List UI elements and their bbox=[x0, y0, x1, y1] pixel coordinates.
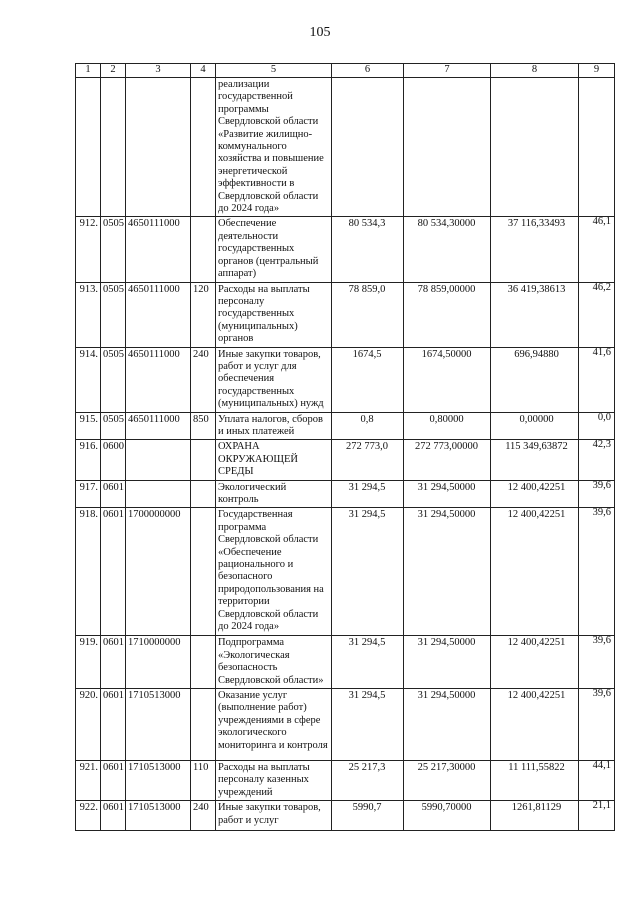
table-row bbox=[76, 412, 615, 440]
item-name: Оказание услуг (выполнение работ) учреждениями в сфере экологического мониторинга и контроля bbox=[216, 689, 332, 761]
percent-executed bbox=[579, 78, 615, 217]
approved-amount: 0,8 bbox=[332, 412, 404, 440]
table-row bbox=[76, 508, 615, 636]
row-number: 920. bbox=[76, 689, 101, 761]
item-name: Экологический контроль bbox=[216, 480, 332, 508]
percent-value: 44,1 bbox=[592, 760, 611, 772]
section-code bbox=[101, 78, 126, 217]
percent-executed bbox=[579, 480, 615, 508]
target-code: 1710513000 bbox=[126, 761, 191, 801]
percent-value: 42,3 bbox=[592, 439, 611, 451]
table-row bbox=[76, 801, 615, 831]
percent-executed bbox=[579, 217, 615, 282]
percent-value: 46,1 bbox=[592, 216, 611, 228]
executed-amount: 12 400,42251 bbox=[491, 636, 579, 689]
column-header: 7 bbox=[404, 64, 491, 78]
approved-amount: 80 534,3 bbox=[332, 217, 404, 282]
percent-value: 39,6 bbox=[592, 507, 611, 519]
row-number: 914. bbox=[76, 347, 101, 412]
executed-amount: 12 400,42251 bbox=[491, 480, 579, 508]
approved-amount: 25 217,3 bbox=[332, 761, 404, 801]
row-number: 913. bbox=[76, 282, 101, 347]
section-code: 0505 bbox=[101, 217, 126, 282]
executed-amount: 37 116,33493 bbox=[491, 217, 579, 282]
row-number: 912. bbox=[76, 217, 101, 282]
percent-executed bbox=[579, 761, 615, 801]
executed-amount: 0,00000 bbox=[491, 412, 579, 440]
expense-type-code bbox=[191, 480, 216, 508]
table-row bbox=[76, 761, 615, 801]
row-number: 918. bbox=[76, 508, 101, 636]
executed-amount: 12 400,42251 bbox=[491, 689, 579, 761]
expense-type-code bbox=[191, 508, 216, 636]
expense-type-code: 240 bbox=[191, 801, 216, 831]
column-header: 2 bbox=[101, 64, 126, 78]
column-header: 6 bbox=[332, 64, 404, 78]
column-header: 3 bbox=[126, 64, 191, 78]
row-number: 917. bbox=[76, 480, 101, 508]
section-code: 0505 bbox=[101, 347, 126, 412]
item-name: Иные закупки товаров, работ и услуг bbox=[216, 801, 332, 831]
specified-amount: 1674,50000 bbox=[404, 347, 491, 412]
percent-value: 46,2 bbox=[592, 282, 611, 293]
approved-amount: 31 294,5 bbox=[332, 508, 404, 636]
executed-amount: 115 349,63872 bbox=[491, 440, 579, 480]
table-row bbox=[76, 217, 615, 282]
expense-type-code bbox=[191, 217, 216, 282]
budget-table bbox=[75, 63, 615, 831]
percent-executed bbox=[579, 412, 615, 440]
item-name: Подпрограмма «Экологическая безопасность Свердловской области» bbox=[216, 636, 332, 689]
specified-amount: 31 294,50000 bbox=[404, 689, 491, 761]
item-name: ОХРАНА ОКРУЖАЮЩЕЙ СРЕДЫ bbox=[216, 440, 332, 480]
item-name: Уплата налогов, сборов и иных платежей bbox=[216, 412, 332, 440]
expense-type-code: 850 bbox=[191, 412, 216, 440]
approved-amount: 31 294,5 bbox=[332, 636, 404, 689]
section-code: 0505 bbox=[101, 282, 126, 347]
executed-amount: 11 111,55822 bbox=[491, 761, 579, 801]
specified-amount: 78 859,00000 bbox=[404, 282, 491, 347]
expense-type-code bbox=[191, 78, 216, 217]
approved-amount: 1674,5 bbox=[332, 347, 404, 412]
executed-amount: 696,94880 bbox=[491, 347, 579, 412]
specified-amount: 0,80000 bbox=[404, 412, 491, 440]
specified-amount bbox=[404, 78, 491, 217]
target-code: 4650111000 bbox=[126, 282, 191, 347]
column-header: 8 bbox=[491, 64, 579, 78]
target-code bbox=[126, 480, 191, 508]
percent-value: 39,6 bbox=[592, 480, 611, 491]
target-code: 1710513000 bbox=[126, 689, 191, 761]
expense-type-code bbox=[191, 440, 216, 480]
table-row bbox=[76, 636, 615, 689]
percent-executed bbox=[579, 636, 615, 689]
section-code: 0601 bbox=[101, 480, 126, 508]
column-numbers-row bbox=[76, 64, 615, 78]
table-row bbox=[76, 78, 615, 217]
item-name: Расходы на выплаты персоналу государственных (муниципальных) органов bbox=[216, 282, 332, 347]
percent-executed bbox=[579, 689, 615, 761]
item-name: Иные закупки товаров, работ и услуг для обеспечения государственных (муниципальных) нужд bbox=[216, 347, 332, 412]
specified-amount: 80 534,30000 bbox=[404, 217, 491, 282]
page-number: 105 bbox=[309, 25, 331, 40]
item-name: Обеспечение деятельности государственных органов (центральный аппарат) bbox=[216, 217, 332, 282]
specified-amount: 25 217,30000 bbox=[404, 761, 491, 801]
section-code: 0601 bbox=[101, 689, 126, 761]
approved-amount bbox=[332, 78, 404, 217]
percent-executed bbox=[579, 508, 615, 636]
target-code: 1710513000 bbox=[126, 801, 191, 831]
item-name: Расходы на выплаты персоналу казенных учреждений bbox=[216, 761, 332, 801]
item-name: Государственная программа Свердловской области «Обеспечение рационального и безопасного природопользования на территории Свердловской области до 2024 года» bbox=[216, 508, 332, 636]
approved-amount: 272 773,0 bbox=[332, 440, 404, 480]
target-code: 1700000000 bbox=[126, 508, 191, 636]
specified-amount: 31 294,50000 bbox=[404, 508, 491, 636]
section-code: 0600 bbox=[101, 440, 126, 480]
specified-amount: 272 773,00000 bbox=[404, 440, 491, 480]
expense-type-code: 120 bbox=[191, 282, 216, 347]
percent-value: 39,6 bbox=[592, 688, 611, 700]
column-header: 1 bbox=[76, 64, 101, 78]
table-row bbox=[76, 480, 615, 508]
row-number: 921. bbox=[76, 761, 101, 801]
column-header: 5 bbox=[216, 64, 332, 78]
table-row bbox=[76, 689, 615, 761]
percent-value: 0,0 bbox=[597, 412, 611, 423]
target-code bbox=[126, 78, 191, 217]
target-code: 4650111000 bbox=[126, 217, 191, 282]
approved-amount: 31 294,5 bbox=[332, 480, 404, 508]
percent-value: 41,6 bbox=[592, 347, 611, 358]
specified-amount: 5990,70000 bbox=[404, 801, 491, 831]
row-number: 915. bbox=[76, 412, 101, 440]
row-number: 922. bbox=[76, 801, 101, 831]
percent-executed bbox=[579, 801, 615, 831]
specified-amount: 31 294,50000 bbox=[404, 636, 491, 689]
executed-amount: 1261,81129 bbox=[491, 801, 579, 831]
row-number: 916. bbox=[76, 440, 101, 480]
row-number: 919. bbox=[76, 636, 101, 689]
expense-type-code bbox=[191, 689, 216, 761]
section-code: 0601 bbox=[101, 761, 126, 801]
target-code: 4650111000 bbox=[126, 347, 191, 412]
specified-amount: 31 294,50000 bbox=[404, 480, 491, 508]
percent-executed bbox=[579, 282, 615, 347]
column-header: 4 bbox=[191, 64, 216, 78]
table-row bbox=[76, 440, 615, 480]
section-code: 0601 bbox=[101, 508, 126, 636]
target-code: 4650111000 bbox=[126, 412, 191, 440]
executed-amount: 12 400,42251 bbox=[491, 508, 579, 636]
percent-value: 39,6 bbox=[592, 635, 611, 647]
percent-executed bbox=[579, 440, 615, 480]
section-code: 0505 bbox=[101, 412, 126, 440]
percent-executed bbox=[579, 347, 615, 412]
expense-type-code bbox=[191, 636, 216, 689]
approved-amount: 31 294,5 bbox=[332, 689, 404, 761]
target-code: 1710000000 bbox=[126, 636, 191, 689]
row-number bbox=[76, 78, 101, 217]
approved-amount: 5990,7 bbox=[332, 801, 404, 831]
section-code: 0601 bbox=[101, 801, 126, 831]
table-row bbox=[76, 347, 615, 412]
expense-type-code: 110 bbox=[191, 761, 216, 801]
section-code: 0601 bbox=[101, 636, 126, 689]
executed-amount bbox=[491, 78, 579, 217]
table-body bbox=[76, 64, 615, 831]
column-header: 9 bbox=[579, 64, 615, 78]
table-row bbox=[76, 282, 615, 347]
percent-value: 21,1 bbox=[592, 800, 611, 812]
target-code bbox=[126, 440, 191, 480]
item-name: реализации государственной программы Свердловской области «Развитие жилищно-коммунального хозяйства и повышение энергетической эффективности в Свердловской области до 2024 года» bbox=[216, 78, 332, 217]
expense-type-code: 240 bbox=[191, 347, 216, 412]
executed-amount: 36 419,38613 bbox=[491, 282, 579, 347]
approved-amount: 78 859,0 bbox=[332, 282, 404, 347]
